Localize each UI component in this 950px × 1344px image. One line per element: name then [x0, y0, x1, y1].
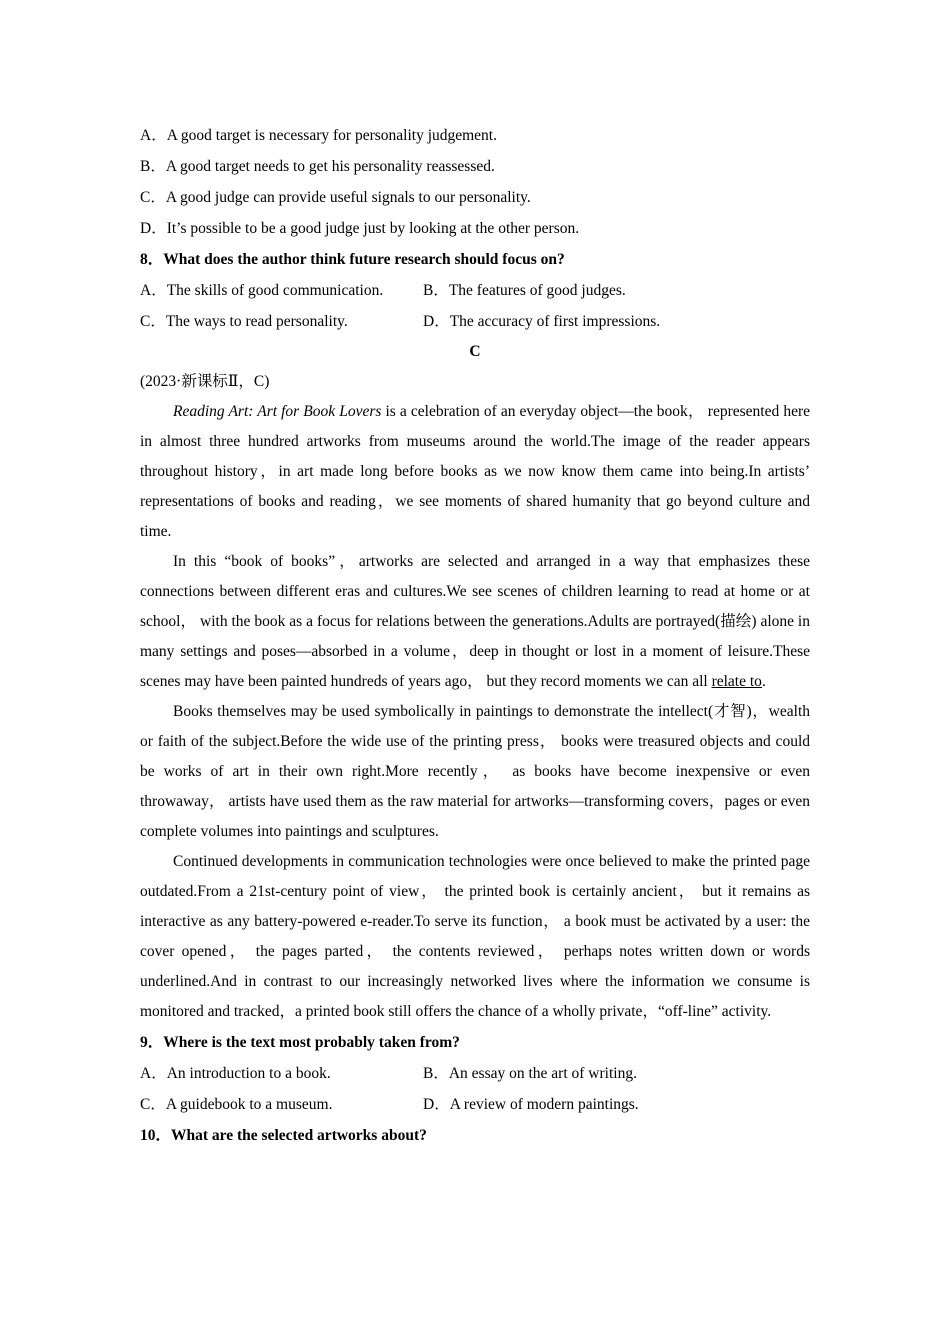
paragraph-2-end: . — [761, 673, 766, 690]
q8-question: 8．What does the author think future research should focus on? — [140, 251, 565, 268]
q8-option-a: A．The skills of good communication. — [140, 282, 384, 299]
q9-option-c: C．A guidebook to a museum. — [140, 1096, 333, 1113]
paragraph-4 — [140, 847, 810, 1027]
q8-option-c: C．The ways to read personality. — [140, 313, 348, 330]
q7-option-a: A．A good target is necessary for personality judgement. — [140, 127, 497, 144]
q9-option-d: D．A review of modern paintings. — [423, 1096, 639, 1113]
paragraph-2 — [140, 547, 810, 697]
document-page — [140, 120, 810, 1151]
q7-option-b: B．A good target needs to get his personality reassessed. — [140, 158, 495, 175]
q9-options-row-1 — [140, 1058, 810, 1089]
paragraph-3 — [140, 697, 810, 847]
underlined-phrase: relate to — [711, 673, 762, 690]
q7-option-c: C．A good judge can provide useful signals to our personality. — [140, 189, 531, 206]
q8-option-d: D．The accuracy of first impressions. — [423, 313, 661, 330]
paragraph-3-text: Books themselves may be used symbolically in paintings to demonstrate the intellect(才智)，wealth or faith of the subject.Before the wide use of the printing press， books were treasured objects and could be works of art in their own right.More recently， as books have become inexpensive or even throwaway， artists have used them as the raw material for artworks—transforming covers，pages or even complete volumes into paintings and sculptures. — [140, 703, 810, 840]
q8-options-row-1 — [140, 275, 810, 306]
q8-option-b: B．The features of good judges. — [423, 282, 626, 299]
paragraph-4-text: Continued developments in communication technologies were once believed to make the printed page outdated.From a 21st-century point of view， the printed book is certainly ancient， but it remains as interactive as any battery-powered e-reader.To serve its function， a book must be activated by a user: the cover opened， the pages parted， the contents reviewed， perhaps notes written down or words underlined.And in contrast to our increasingly networked lives where the information we consume is monitored and tracked，a printed book still offers the chance of a wholly private，“off-line” activity. — [140, 853, 810, 1020]
section-title: C — [469, 343, 481, 360]
q9-option-a: A．An introduction to a book. — [140, 1065, 331, 1082]
passage-source: (2023·新课标Ⅱ，C) — [140, 373, 270, 390]
q7-option-d: D．It’s possible to be a good judge just by looking at the other person. — [140, 220, 580, 237]
paragraph-2-text: In this “book of books”，artworks are selected and arranged in a way that emphasizes these connections between different eras and cultures.We see scenes of children learning to read at home or at school， with the book as a focus for relations between the generations.Adults are portrayed(描绘) alone in many settings and poses—absorbed in a volume，deep in thought or lost in a moment of leisure.These scenes may have been painted hundreds of years ago， but they record moments we can all — [140, 553, 810, 690]
book-title: Reading Art: Art for Book Lovers — [173, 403, 382, 420]
q9-question: 9．Where is the text most probably taken from? — [140, 1034, 460, 1051]
q9-option-b: B．An essay on the art of writing. — [423, 1065, 637, 1082]
paragraph-1-text: is a celebration of an everyday object—the book， represented here in almost three hundred artworks from museums around the world.The image of the reader appears throughout history，in art made long before books as we now know them came into being.In artists’ representations of books and reading，we see moments of shared humanity that go beyond culture and time. — [140, 403, 810, 540]
paragraph-1 — [140, 397, 810, 547]
q8-options-row-2 — [140, 306, 810, 337]
q10-question: 10．What are the selected artworks about? — [140, 1127, 427, 1144]
q9-options-row-2 — [140, 1089, 810, 1120]
